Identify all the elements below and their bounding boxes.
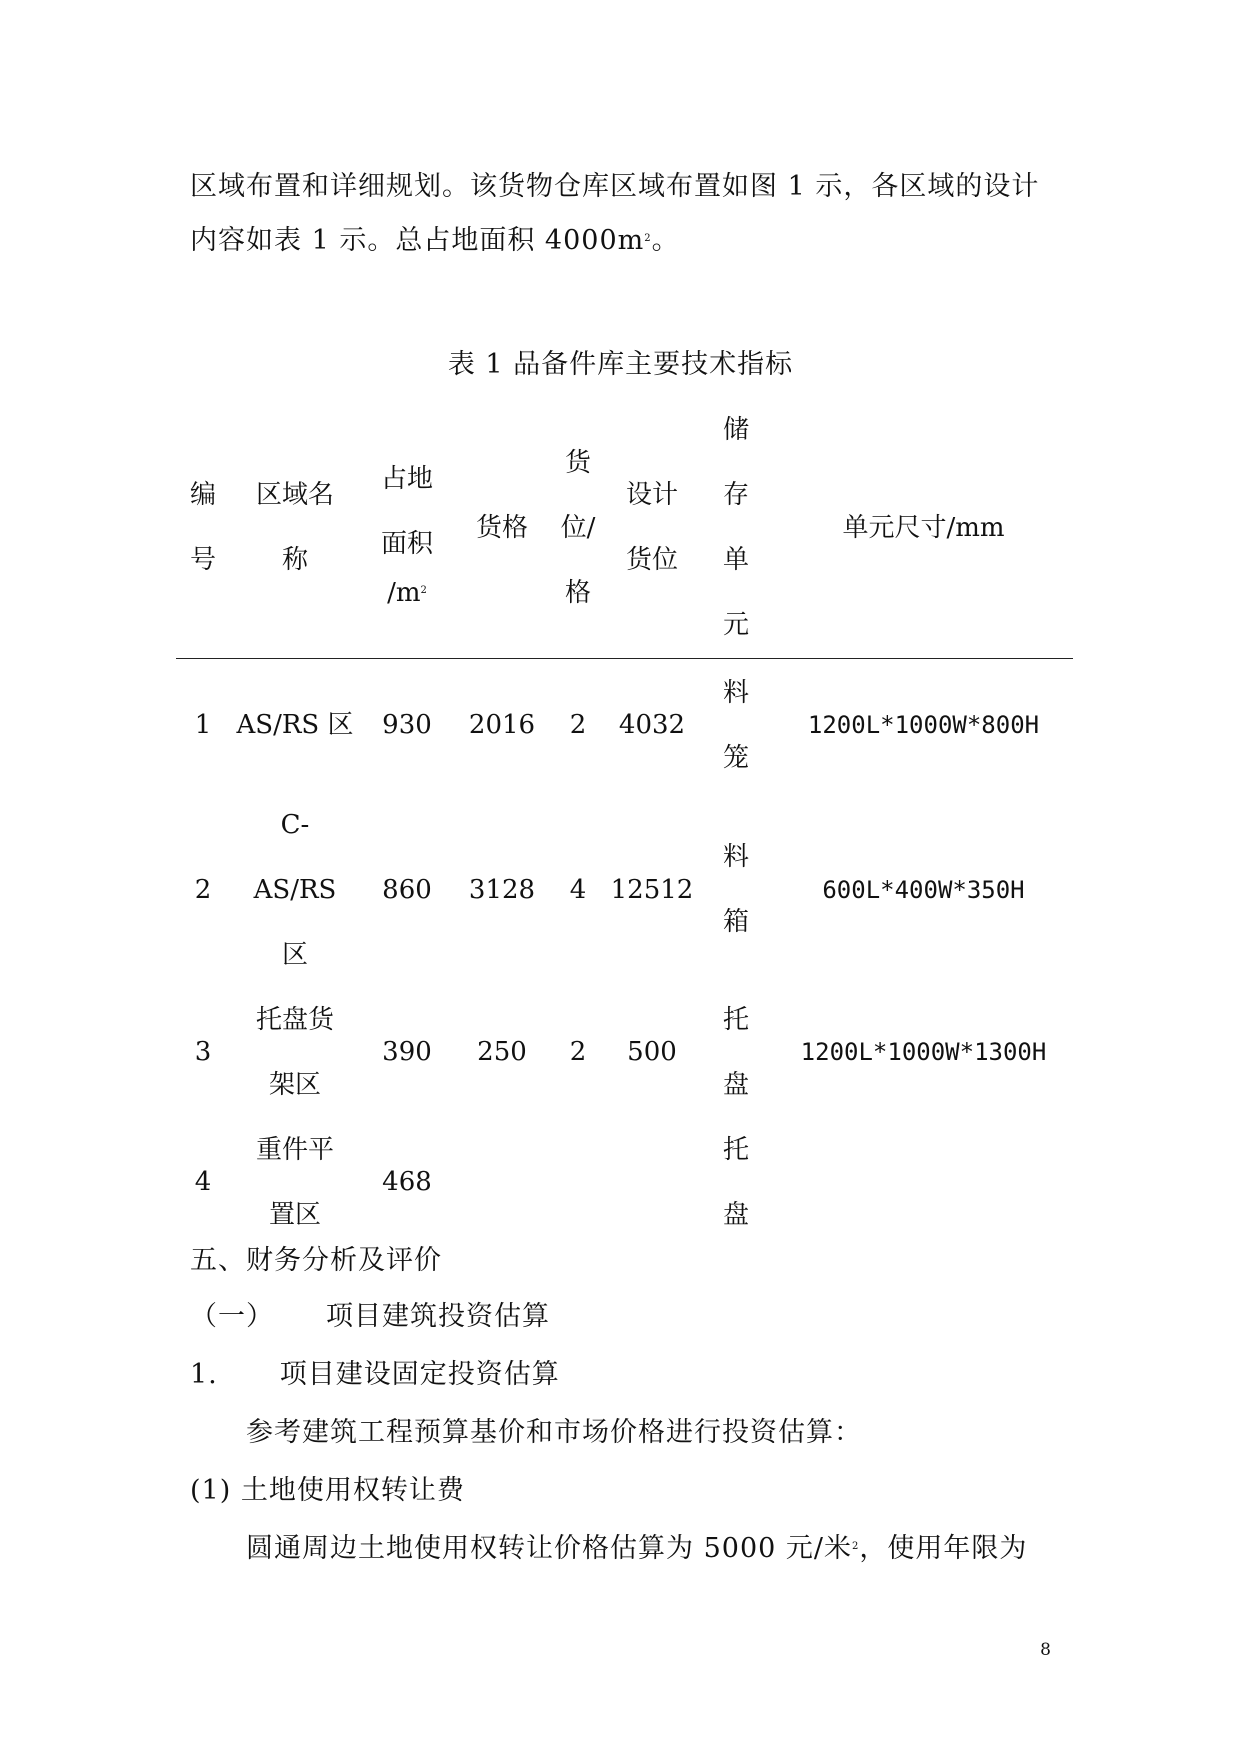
paragraph-line-1 xyxy=(190,170,1039,204)
cell-unit: 托盘 xyxy=(722,1004,749,1100)
subsection-label: （一） xyxy=(190,1301,274,1332)
table-caption: 表 1 品备件库主要技术指标 xyxy=(447,349,794,380)
paragraph-text: 参考建筑工程预算基价和市场价格进行投资估算： xyxy=(246,1417,862,1448)
header-unit-size: 单元尺寸/mm xyxy=(842,513,1005,543)
paragraph-line xyxy=(246,1532,1027,1566)
subsection-title: 项目建筑投资估算 xyxy=(326,1301,550,1332)
cell-per xyxy=(550,1118,606,1248)
cell-design: 500 xyxy=(627,1037,677,1067)
cell-per: 4 xyxy=(569,874,587,905)
cell-design: 12512 xyxy=(610,874,694,905)
paragraph-text: ，使用年限为 xyxy=(859,1533,1028,1564)
spec-table xyxy=(176,398,1073,1248)
cell-size: 600L*400W*350H xyxy=(822,875,1025,904)
cell-unit: 托盘 xyxy=(722,1134,749,1230)
cell-cells: 250 xyxy=(477,1037,527,1067)
cell-per: 2 xyxy=(569,1037,587,1067)
table-row xyxy=(176,1118,1073,1248)
cell-cells: 3128 xyxy=(468,874,536,905)
cell-unit: 料笼 xyxy=(722,677,749,773)
header-design-pos: 设计货位 xyxy=(625,480,678,575)
paragraph-text: 圆通周边土地使用权转让价格估算为 5000 元/米 xyxy=(246,1533,852,1564)
cell-id: 3 xyxy=(194,1037,212,1067)
cell-area: 860 xyxy=(382,874,432,905)
cell-size: 1200L*1000W*1300H xyxy=(800,1038,1047,1066)
item-heading xyxy=(190,1358,560,1392)
superscript: 2 xyxy=(644,233,652,244)
header-pos-per-cell: 货位/格 xyxy=(560,447,596,608)
cell-size xyxy=(774,1118,1073,1248)
cell-design xyxy=(606,1118,698,1248)
table-header-row xyxy=(176,398,1073,659)
cell-unit: 料箱 xyxy=(722,842,749,937)
cell-area: 390 xyxy=(382,1037,432,1067)
header-area-name: 区域名称 xyxy=(255,480,334,575)
cell-name: 托盘货架区 xyxy=(255,1004,334,1100)
subsection-heading xyxy=(190,1300,550,1334)
section-title: 五、财务分析及评价 xyxy=(190,1245,442,1276)
table-row xyxy=(176,659,1073,793)
cell-name: C-AS/RS 区 xyxy=(253,809,337,970)
table-row xyxy=(176,988,1073,1118)
cell-area: 930 xyxy=(382,710,432,741)
cell-cells xyxy=(454,1118,550,1248)
cell-name: AS/RS 区 xyxy=(236,710,354,741)
cell-id: 2 xyxy=(194,874,212,905)
superscript: 2 xyxy=(851,1541,860,1552)
header-id: 编号 xyxy=(189,480,216,575)
header-land-area: 占地面积 $/m^2$ xyxy=(380,464,433,608)
cell-size: 1200L*1000W*800H xyxy=(807,711,1040,740)
cell-per: 2 xyxy=(569,710,587,741)
cell-area: 468 xyxy=(382,1167,432,1197)
item-heading xyxy=(190,1474,465,1508)
paragraph-line-2 xyxy=(190,224,680,258)
cell-id: 4 xyxy=(194,1167,212,1197)
table-row xyxy=(176,793,1073,988)
paragraph-text: 。 xyxy=(651,225,680,256)
item-title: (1) 土地使用权转让费 xyxy=(190,1475,465,1506)
page-number: 8 xyxy=(1040,1640,1051,1660)
section-heading xyxy=(190,1244,442,1278)
paragraph-line xyxy=(246,1416,862,1450)
paragraph-text: 区域布置和详细规划。该货物仓库区域布置如图 1 示，各区域的设计 xyxy=(190,171,1040,202)
item-title: 项目建设固定投资估算 xyxy=(279,1359,560,1390)
cell-name: 重件平置区 xyxy=(255,1134,334,1230)
cell-design: 4032 xyxy=(618,710,686,741)
header-cells: 货格 xyxy=(475,513,528,543)
cell-cells: 2016 xyxy=(468,710,536,741)
header-storage-unit: 储存单元 xyxy=(722,415,749,640)
paragraph-text: 内容如表 1 示。总占地面积 4000m xyxy=(190,225,645,256)
item-number: 1. xyxy=(190,1359,218,1390)
cell-id: 1 xyxy=(194,710,212,741)
